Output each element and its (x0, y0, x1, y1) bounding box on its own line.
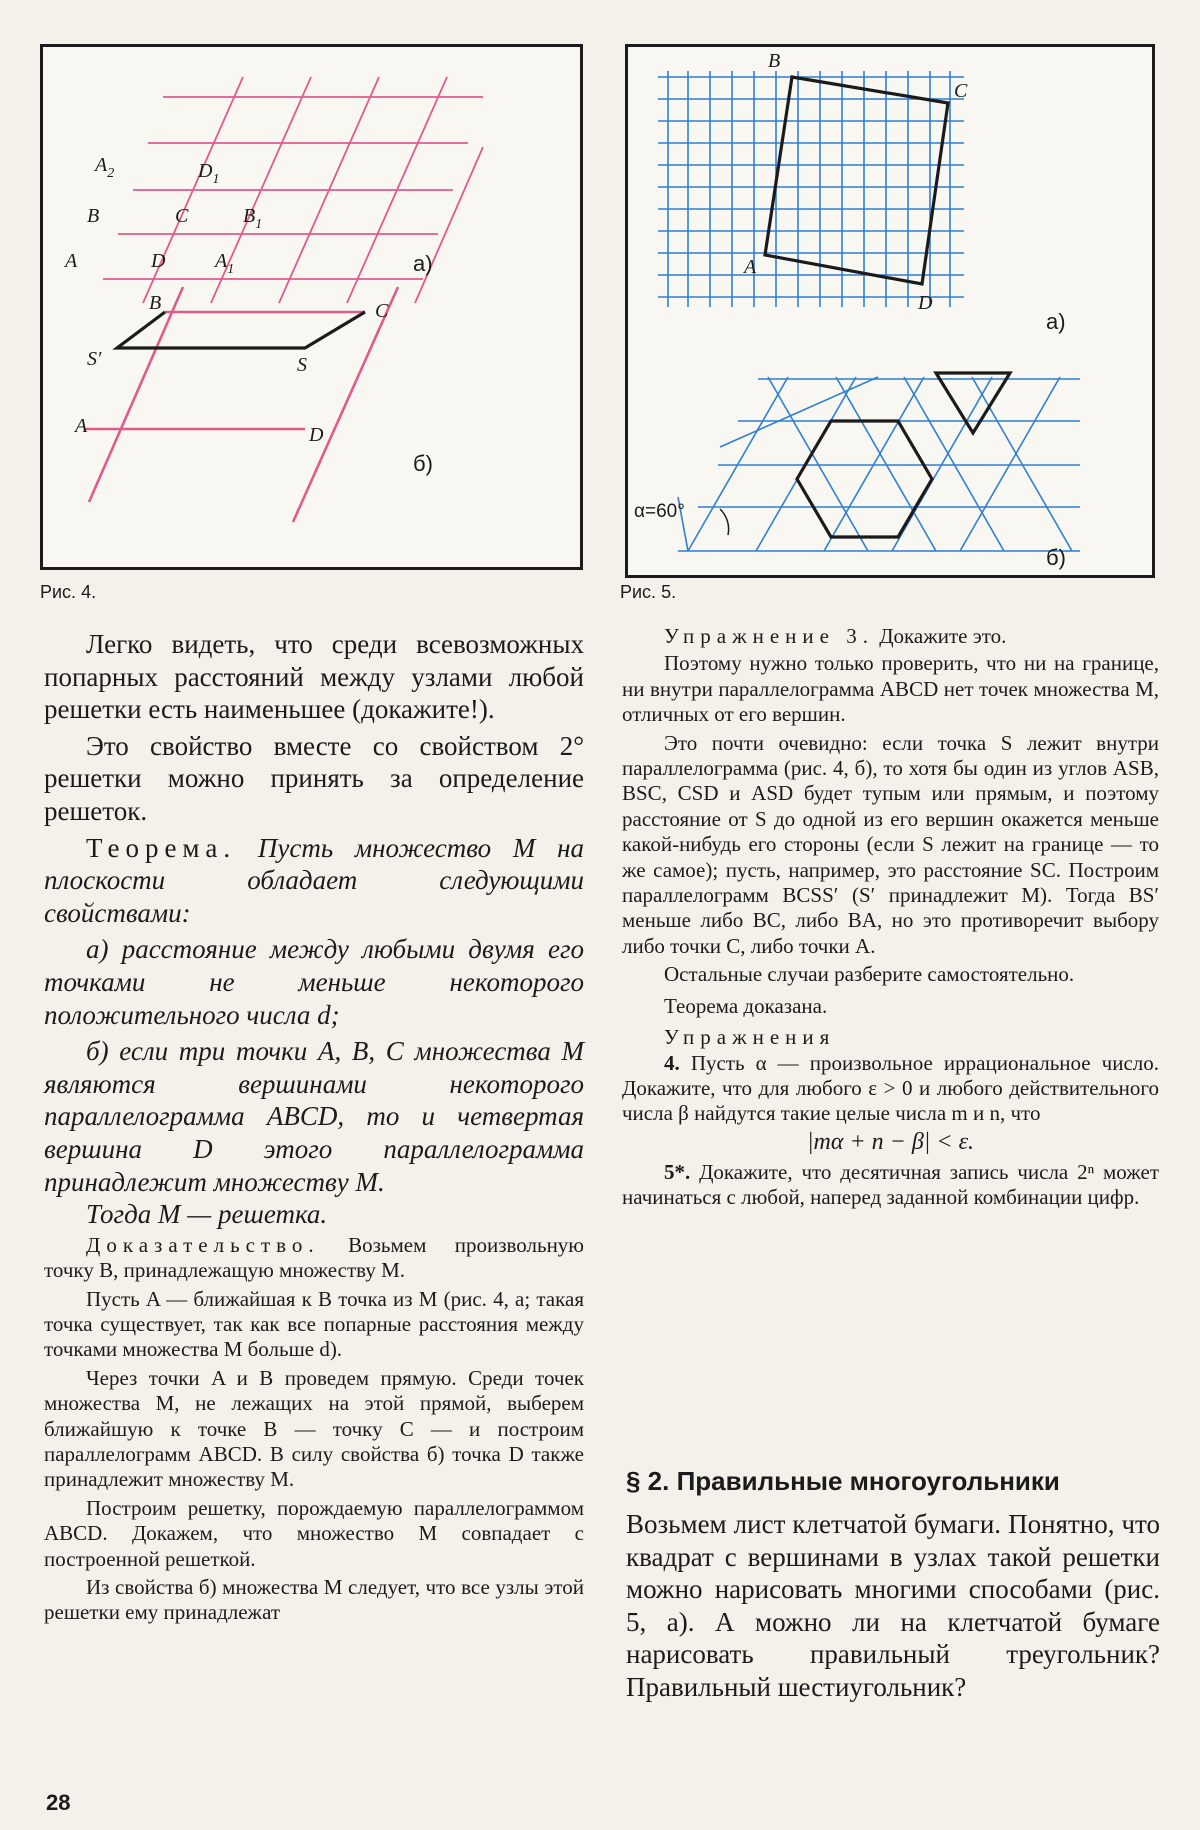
figure-4-caption: Рис. 4. (40, 582, 97, 602)
paragraph: Это почти очевидно: если точка S лежит внутри параллелограмма (рис. 4, б), то хотя бы один из углов ASB, BSC, CSD и ASD будет тупым или прямым, и поэтому расстояние от S до одной из его вершин окажется меньше какой-нибудь его стороны (если S лежит на границе — то же самое); пусть, например, это расстояние SC. Построим параллелограмм BCSS′ (S′ принадлежит M). Тогда BS′ меньше либо BC, либо BA, но это противоречит выбору либо точки C, либо точки A. (622, 730, 1160, 958)
theorem-word: Теорема. (86, 832, 237, 863)
label-b-S: S (297, 354, 307, 376)
label-C: C (175, 205, 189, 227)
label-b-A: A (75, 415, 88, 437)
label-5a-C: C (954, 80, 968, 102)
section-paragraph: Возьмем лист клетчатой бумаги. Понятно, что квадрат с вершинами в узлах такой решетки можно нарисовать многими способами (рис. 5, а). А можно ли на клетчатой бумаге нарисовать правильный треугольник? Правильный шестиугольник? (626, 1509, 1160, 1702)
figure-5-caption: Рис. 5. (620, 582, 677, 602)
subfig-b-label: б) (413, 451, 433, 476)
label-B: B (87, 205, 100, 227)
paragraph: Остальные случаи разберите самостоятельно. (664, 962, 1075, 987)
angle-label: α=60° (634, 501, 685, 522)
right-column (622, 624, 1159, 1211)
square-grid (658, 71, 964, 307)
figure-4 (40, 44, 583, 570)
paragraph: Пусть A — ближайшая к B точка из M (рис. 4, а; такая точка существует, так как все попарные расстояния между точками множества M больше d). (44, 1286, 584, 1362)
condition-a: а) расстояние между любыми двумя его точками не меньше некоторого положительного числа d; (44, 934, 584, 1030)
label-A2: $A_2$ (95, 154, 115, 181)
section-title: § 2. Правильные многоугольники (626, 1466, 1060, 1496)
theorem (44, 832, 584, 930)
exercise-3 (622, 624, 1159, 649)
figure-5-drawing (628, 47, 1152, 575)
label-b-D: D (309, 424, 324, 446)
subfig-5b-label: б) (1046, 545, 1066, 570)
exercise-3-word: Упражнение 3. (664, 624, 874, 648)
paragraph: Поэтому нужно только проверить, что ни на границе, ни внутри параллелограмма ABCD нет точек множества M, отличных от его вершин. (622, 651, 1159, 727)
label-D: D (151, 250, 166, 272)
theorem-conclusion: Тогда M — решетка. (86, 1199, 328, 1230)
exercise-4-number: 4. (664, 1050, 680, 1075)
paragraph: Из свойства б) множества M следует, что все узлы этой решетки ему принадлежат (44, 1574, 584, 1625)
triangular-grid (678, 377, 1080, 551)
label-b-B: B (149, 292, 162, 314)
exercise-5-number: 5*. (664, 1159, 691, 1184)
proof-text: Возьмем произвольную точку B, принадлежащую множеству M. (44, 1232, 584, 1283)
exercise-4-text: Пусть α — произвольное иррациональное число. Докажите, что для любого ε > 0 и любого действительного числа β найдутся такие целые числа m и n, что (622, 1050, 1159, 1126)
figure-4-drawing (43, 47, 580, 567)
formula: |mα + n − β| < ε. (806, 1128, 975, 1155)
label-5a-A: A (744, 256, 757, 278)
label-5a-D: D (918, 292, 933, 314)
subfig-a-label: а) (413, 251, 433, 276)
subfig-5a-label: а) (1046, 309, 1066, 334)
exercise-4 (622, 1051, 1159, 1127)
label-D1: $D_1$ (198, 160, 220, 187)
left-column (44, 628, 584, 1626)
exercise-3-text: Докажите это. (879, 624, 1007, 648)
figure-5 (625, 44, 1155, 578)
paragraph: Это свойство вместе со свойством 2° решетки можно принять за определение решеток. (44, 730, 584, 826)
label-A1: $A_1$ (215, 250, 235, 277)
label-A: A (65, 250, 78, 272)
label-b-C: C (375, 300, 389, 322)
exercises-heading: Упражнения (664, 1025, 836, 1050)
exercise-5 (622, 1160, 1159, 1211)
paragraph: Построим решетку, порождаемую параллелограммом ABCD. Докажем, что множество M совпадает с построенной решеткой. (44, 1495, 584, 1571)
angle-arc (720, 509, 729, 535)
theorem-text: Пусть множество M на плоскости обладает следующими свойствами: (44, 832, 585, 928)
page-number: 28 (46, 1790, 71, 1815)
exercise-5-text: Докажите, что десятичная запись числа 2ⁿ может начинаться с любой, наперед заданной комбинации цифр. (622, 1159, 1160, 1210)
paragraph: Легко видеть, что среди всевозможных попарных расстояний между узлами любой решетки есть наименьшее (докажите!). (44, 629, 584, 725)
paragraph: Через точки A и B проведем прямую. Среди точек множества M, не лежащих на этой прямой, выберем ближайшую к точке B — точку C — и построим параллелограмм ABCD. В силу свойства б) точка D также принадлежит множеству M. (44, 1365, 584, 1492)
proof-start (44, 1233, 584, 1284)
paragraph: Теорема доказана. (664, 993, 828, 1018)
proof-word: Доказательство. (86, 1232, 320, 1257)
label-B1: $B_1$ (243, 205, 263, 232)
label-b-S-prime: S′ (87, 348, 102, 370)
parallelogram-b (85, 287, 398, 522)
condition-b: б) если три точки A, B, C множества M являются вершинами некоторого параллелограмма ABCD, то и четвертая вершина D этого параллелограмма принадлежит множеству M. (44, 1036, 584, 1197)
label-5a-B: B (768, 50, 781, 72)
